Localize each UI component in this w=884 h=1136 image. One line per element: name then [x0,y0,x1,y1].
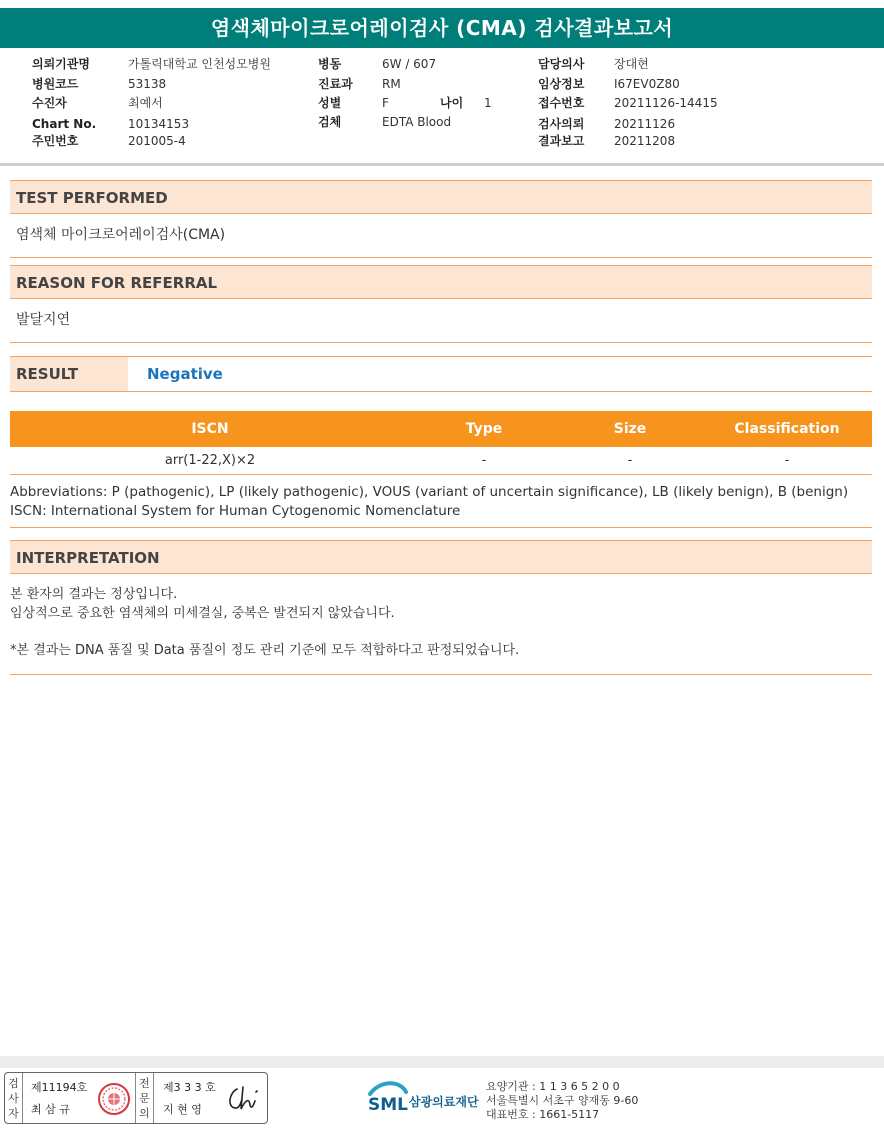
tester-label [5,1073,23,1123]
specialist-label [136,1073,154,1123]
test-performed-text: 염색체 마이크로어레이검사(CMA) [16,227,226,243]
tester-label-char: 검 [8,1077,19,1090]
quality-note: *본 결과는 DNA 품질 및 Data 품질이 정도 관리 기준에 모두 적합하다고 판정되었습니다. [10,643,520,658]
label-resident-no: 주민번호 [32,134,79,148]
tester-label-char: 자 [8,1107,19,1120]
label-ward: 병동 [318,57,342,71]
cell-iscn: arr(1-22,X)×2 [164,453,256,468]
signature-icon [223,1083,263,1115]
specialist-label-char: 전 [139,1077,150,1090]
value-resident-no: 201005-4 [128,134,186,148]
value-attending-doctor: 장대현 [614,57,649,71]
label-request-date: 검사의뢰 [538,117,585,131]
label-clinical-info: 임상정보 [538,77,585,91]
label-department: 진료과 [318,77,353,91]
reason-heading: REASON FOR REFERRAL [10,265,872,299]
divider [10,527,872,528]
value-sex: F [382,96,389,110]
value-specimen: EDTA Blood [382,115,452,129]
column-header-type: Type [465,421,503,437]
interpretation-heading: INTERPRETATION [10,540,872,574]
label-requesting-institution: 의뢰기관명 [32,57,90,71]
table-row [10,448,872,474]
abbreviations-line: Abbreviations: P (pathogenic), LP (likely pathogenic), VOUS (variant of uncertain significance), LB (likely benign), B (benign) [10,484,849,500]
value-hospital-code: 53138 [128,77,167,91]
institution-phone: 대표번호 : 1661-5117 [486,1108,600,1121]
value-department: RM [382,77,401,91]
cell-classification: - [784,453,790,468]
divider [10,674,872,675]
header-divider [0,163,884,166]
cell-type: - [481,453,487,468]
specialist-name: 지 현 영 [163,1103,202,1116]
seal-icon [97,1082,131,1116]
interpretation-text [10,585,872,660]
abbreviations [10,483,880,521]
label-specimen: 검체 [318,115,342,129]
value-request-date: 20211126 [614,117,676,131]
patient-info [0,52,884,164]
result-heading: RESULT [10,357,128,391]
value-age: 1 [484,96,492,110]
iscn-definition: ISCN: International System for Human Cytogenomic Nomenclature [10,503,461,519]
column-header-classification: Classification [734,421,840,437]
results-table-header [10,411,872,447]
label-attending-doctor: 담당의사 [538,57,585,71]
specialist-license-no: 제3 3 3 호 [163,1081,216,1094]
signature-box [4,1072,268,1124]
column-header-iscn: ISCN [191,421,229,437]
label-sex: 성별 [318,96,342,110]
divider [10,474,872,475]
tester-license-no: 제11194호 [31,1081,88,1094]
label-chart-no: Chart No. [32,117,97,131]
value-accession-no: 20211126-14415 [614,96,718,110]
interpretation-line: 본 환자의 결과는 정상입니다. [10,587,178,602]
label-patient-name: 수진자 [32,96,67,110]
value-report-date: 20211208 [614,134,676,148]
value-ward: 6W / 607 [382,57,437,71]
label-hospital-code: 병원코드 [32,77,79,91]
result-row [10,356,872,392]
divider [10,257,872,258]
label-accession-no: 접수번호 [538,96,585,110]
value-clinical-info: I67EV0Z80 [614,77,680,91]
interpretation-line: 임상적으로 중요한 염색체의 미세결실, 중복은 발견되지 않았습니다. [10,606,395,621]
institution-info [486,1080,638,1122]
label-age: 나이 [440,96,464,110]
test-performed-heading: TEST PERFORMED [10,180,872,214]
org-short-name: SML [368,1095,408,1115]
column-header-size: Size [613,421,647,437]
footer-band [0,1056,884,1068]
result-value: Negative [147,365,223,383]
tester-label-char: 사 [8,1092,19,1105]
value-patient-name: 최예서 [128,96,163,110]
divider [10,342,872,343]
institution-code: 요양기관 : 1 1 3 6 5 2 0 0 [486,1080,620,1093]
institution-address: 서울특별시 서초구 양재동 9-60 [486,1094,639,1107]
cell-size: - [627,453,633,468]
label-report-date: 결과보고 [538,134,585,148]
specialist-label-char: 의 [139,1107,150,1120]
report-title: 염색체마이크로어레이검사 (CMA) 검사결과보고서 [0,8,884,48]
org-name: 삼광의료재단 [409,1095,479,1109]
specialist-label-char: 문 [139,1092,150,1105]
value-requesting-institution: 가톨릭대학교 인천성모병원 [128,57,271,71]
value-chart-no: 10134153 [128,117,190,131]
tester-name: 최 삼 규 [31,1103,70,1116]
reason-text: 발달지연 [16,312,71,328]
